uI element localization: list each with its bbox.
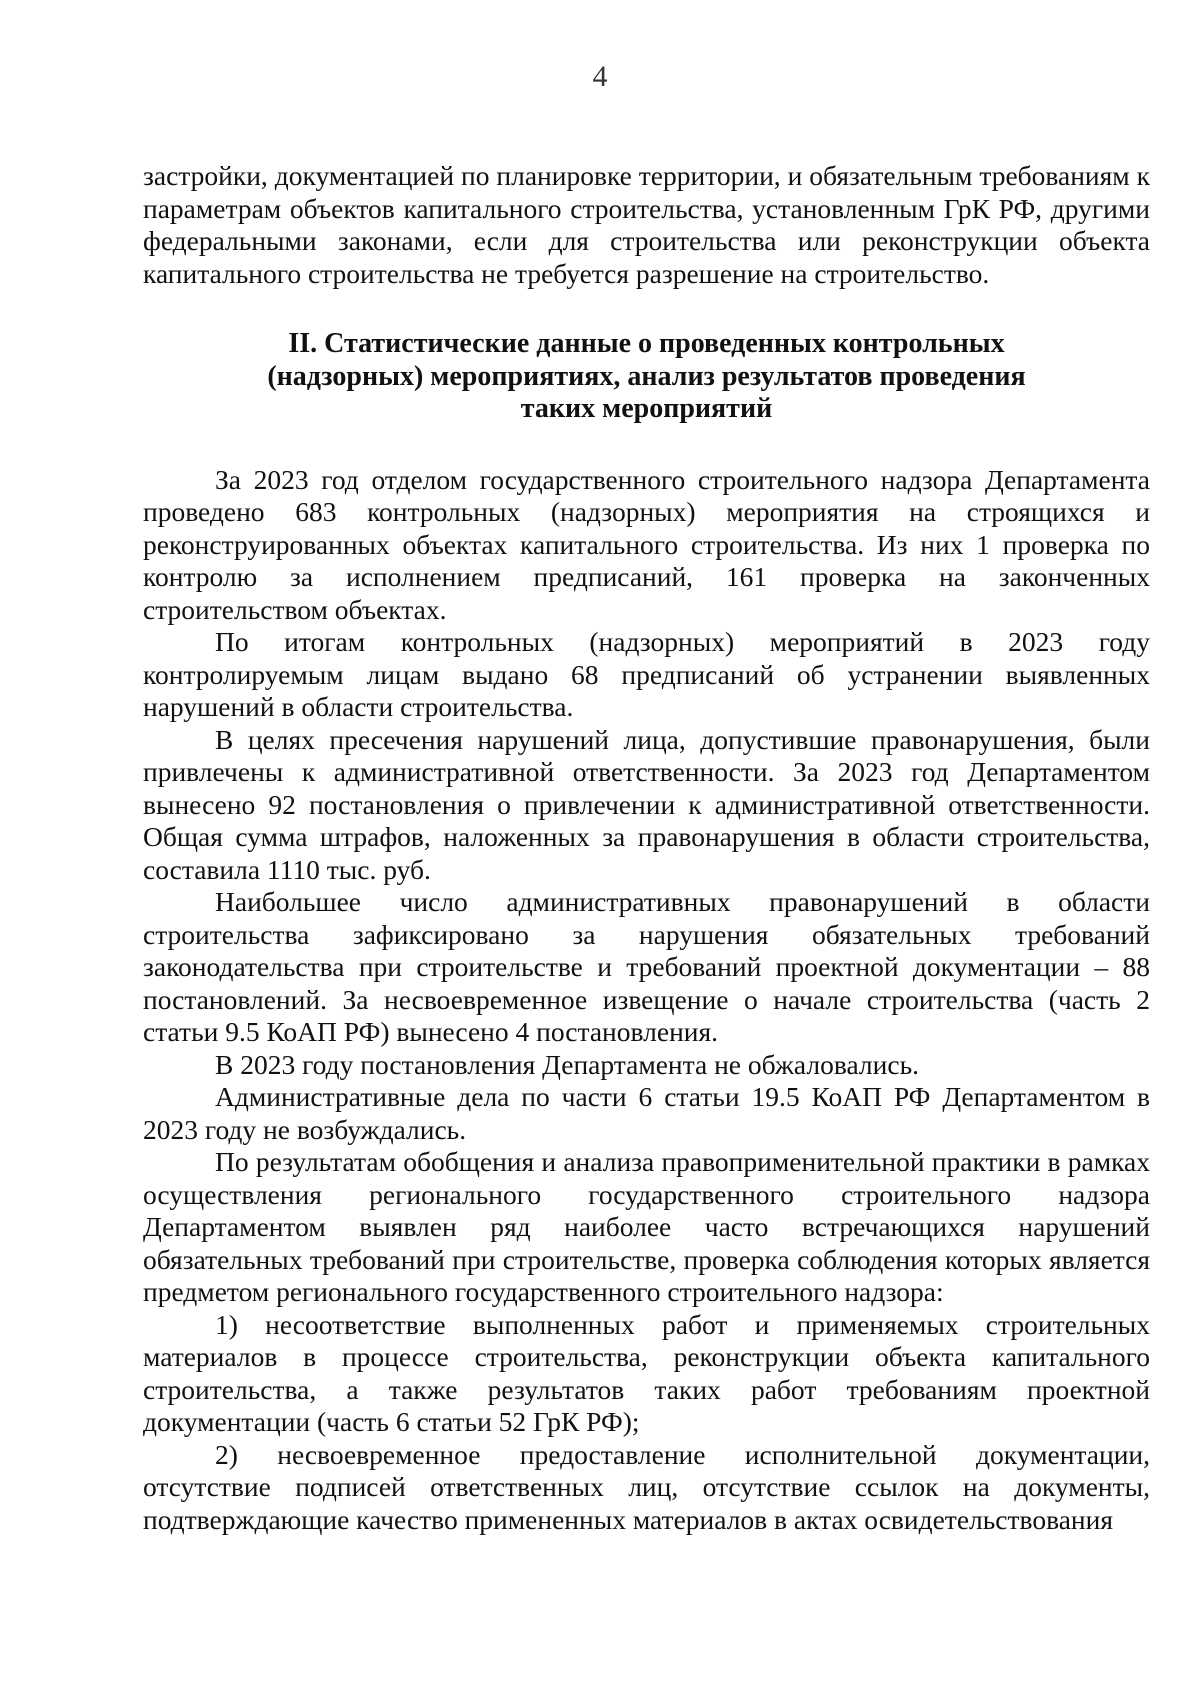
paragraph-orders: По итогам контрольных (надзорных) мероприятий в 2023 году контролируемым лицам выдано 68 предписаний об устранении выявленных нарушений в области строительства. [143, 626, 1150, 722]
paragraph-violations: Наибольшее число административных правонарушений в области строительства зафиксировано за нарушения обязательных требований законодательства при строительстве и требований проектной документации – 88 постановлений. За несвоевременное извещение о начале строительства (часть 2 статьи 9.5 КоАП РФ) вынесено 4 постановления. [143, 886, 1150, 1047]
section-heading [143, 328, 1150, 426]
intro-paragraph: застройки, документацией по планировке территории, и обязательным требованиям к параметрам объектов капитального строительства, установленным ГрК РФ, другими федеральными законами, если для строительства или реконструкции объекта капитального строительства не требуется разрешение на строительство. [143, 160, 1150, 289]
paragraph-penalties: В целях пресечения нарушений лица, допустившие правонарушения, были привлечены к административной ответственности. За 2023 год Департаментом вынесено 92 постановления о привлечении к административной ответственности. Общая сумма штрафов, наложенных за правонарушения в области строительства, составила 1110 тыс. руб. [143, 723, 1150, 885]
list-item-2: 2) несвоевременное предоставление исполнительной документации, отсутствие подписей ответственных лиц, отсутствие ссылок на документы, подтверждающие качество примененных материалов в актах освидетельствования [143, 1438, 1150, 1535]
paragraph-practice-analysis: По результатам обобщения и анализа правоприменительной практики в рамках осуществления регионального государственного строительного надзора Департаментом выявлен ряд наиболее часто встречающихся нарушений обязательных требований при строительстве, проверка соблюдения которых является предметом регионального государственного строительного надзора: [143, 1146, 1150, 1307]
list-item-1: 1) несоответствие выполненных работ и применяемых строительных материалов в процессе строительства, реконструкции объекта капитального строительства, а также результатов таких работ требованиям проектной документации (часть 6 статьи 52 ГрК РФ); [143, 1308, 1150, 1437]
page-number: 4 [592, 60, 608, 93]
section-heading-line-3: таких мероприятий [520, 393, 773, 424]
paragraph-appeals: В 2023 году постановления Департамента не обжаловались. [215, 1048, 919, 1080]
paragraph-administrative-cases: Административные дела по части 6 статьи 19.5 КоАП РФ Департаментом в 2023 году не возбуждались. [143, 1081, 1150, 1145]
paragraph-inspections: За 2023 год отделом государственного строительного надзора Департамента проведено 683 контрольных (надзорных) мероприятия на строящихся и реконструированных объектах капитального строительства. Из них 1 проверка по контролю за исполнением предписаний, 161 проверка на законченных строительством объектах. [143, 463, 1150, 625]
document-body [143, 160, 1150, 1536]
section-heading-line-1: II. Статистические данные о проведенных контрольных [288, 328, 1005, 359]
section-heading-line-2: (надзорных) мероприятиях, анализ результатов проведения [267, 360, 1026, 392]
